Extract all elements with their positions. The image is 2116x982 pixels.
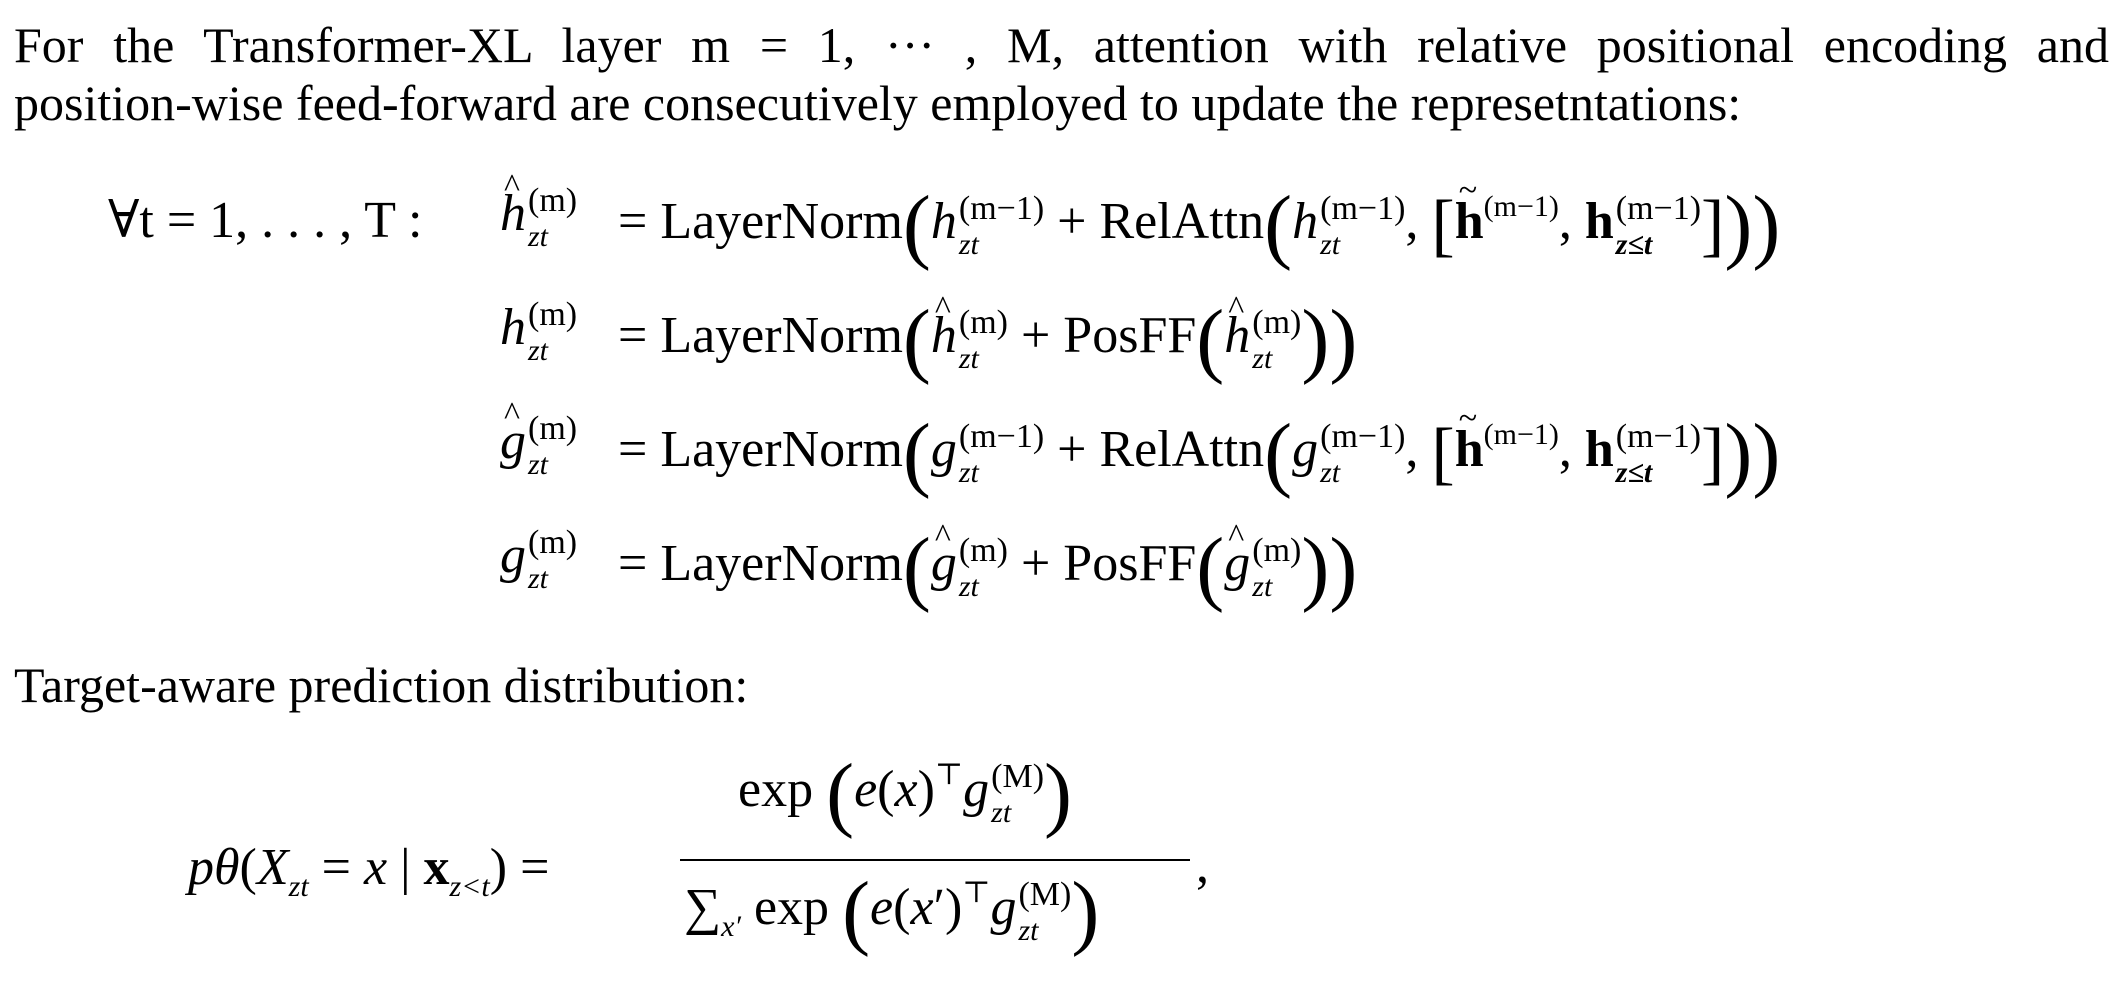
fraction-bar	[680, 859, 1190, 861]
equation-row-2-rhs: = LayerNorm(^ h (m) zt + PosFF(^ h (m) zt ))	[618, 298, 1357, 382]
equation-trailing-comma: ,	[1196, 837, 1209, 894]
intro-paragraph-line-2: position-wise feed-forward are consecutively employed to update the represetntations:	[14, 75, 1742, 131]
equation-row-1-lhs: ^ h (m) zt	[500, 184, 577, 252]
quantifier-forall-t: ∀t = 1, . . . , T :	[108, 192, 423, 249]
prediction-numerator: exp (e(x)⊤g (M) zt )	[738, 747, 1073, 840]
equation-row-4-lhs: g (m) zt	[500, 524, 578, 596]
target-aware-heading: Target-aware prediction distribution:	[14, 657, 749, 713]
equation-row-4-rhs: = LayerNorm(^ g (m) zt + PosFF(^ g (m) zt ))	[618, 526, 1357, 610]
equation-row-1-rhs: = LayerNorm(h (m−1) zt + RelAttn(h (m−1) zt , [~ $h^{(m-1)}$, h (m−1) z≤t ]))	[618, 184, 1780, 268]
equation-row-3-rhs: = LayerNorm(g (m−1) zt + RelAttn(g (m−1) zt , [~ $h^{(m-1)}$, h (m−1) z≤t ]))	[618, 412, 1780, 496]
equation-row-3-lhs: ^ g (m) zt	[500, 412, 577, 480]
intro-paragraph-line-1: For the Transformer-XL layer m = 1, ··· , M, attention with relative positional encoding and	[14, 17, 2109, 73]
prediction-denominator: $\sum_{x'}$ exp (e(x′)⊤g (M) zt )	[684, 865, 1100, 958]
equation-row-2-lhs: h (m) zt	[500, 296, 578, 368]
prediction-equation-lhs: $p\theta(X_{zt} = x$ | $x_{z<t}$) =	[188, 839, 550, 903]
